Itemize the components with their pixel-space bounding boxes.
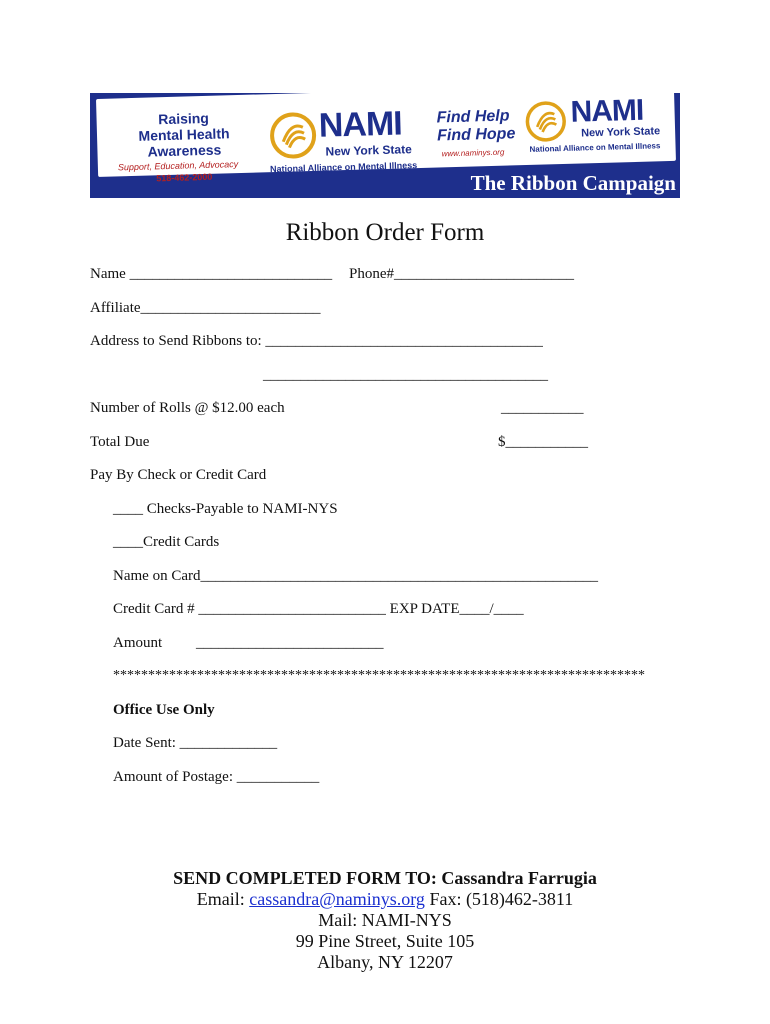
credit-cards-option[interactable]: ____Credit Cards: [113, 534, 220, 550]
email-label: Email:: [196, 889, 250, 909]
nami-ribbon-campaign-banner: [90, 93, 680, 198]
nami-logo-icon: [524, 100, 567, 143]
find-help-block: [436, 107, 515, 145]
send-to-line: SEND COMPLETED FORM TO: Cassandra Farrugia: [173, 868, 597, 888]
banner-website: www.naminys.org: [441, 147, 505, 159]
amount-field[interactable]: _________________________: [196, 635, 384, 651]
raising-line-2: Mental Health: [138, 125, 230, 144]
banner-tagline: Support, Education, Advocacy: [117, 159, 239, 173]
new-york-state-label-2: New York State: [580, 125, 661, 140]
office-use-heading: Office Use Only: [113, 702, 215, 718]
credit-card-field[interactable]: Credit Card # _________________________ EXP DATE____/____: [113, 601, 524, 617]
nami-full-name: National Alliance on Mental Illness: [269, 160, 418, 175]
address-field-line-2[interactable]: ______________________________________: [263, 367, 548, 383]
email-link[interactable]: cassandra@naminys.org: [249, 889, 425, 909]
raising-line-3: Awareness: [147, 141, 222, 160]
address-field[interactable]: Address to Send Ribbons to: _____________________________________: [90, 333, 543, 349]
nami-full-name-2: National Alliance on Mental Illness: [529, 141, 661, 154]
find-hope-text: Find Hope: [436, 125, 516, 145]
number-of-rolls-field[interactable]: ___________: [501, 400, 584, 416]
total-due-field[interactable]: $___________: [498, 434, 588, 450]
phone-field[interactable]: Phone#________________________: [349, 266, 574, 282]
separator-stars: ****************************************************************************: [113, 668, 645, 683]
email-fax-line: [0, 889, 770, 910]
affiliate-field[interactable]: Affiliate________________________: [90, 300, 321, 316]
banner-phone: 518-462-2000: [156, 171, 213, 184]
nami-wordmark: NAMI: [318, 104, 403, 145]
ribbon-campaign-title: The Ribbon Campaign: [470, 171, 676, 195]
amount-label: Amount: [113, 635, 163, 651]
raising-awareness-text: [118, 109, 249, 161]
fax-text: Fax: (518)462-3811: [424, 889, 574, 909]
form-title: Ribbon Order Form: [285, 219, 485, 246]
city-line: Albany, NY 12207: [317, 952, 453, 972]
street-line: 99 Pine Street, Suite 105: [295, 931, 475, 951]
checks-option[interactable]: ____ Checks-Payable to NAMI-NYS: [113, 501, 338, 517]
nami-logo-icon: [268, 111, 317, 160]
raising-line-1: Raising: [158, 109, 210, 128]
name-field[interactable]: Name ___________________________: [90, 266, 333, 282]
date-sent-field[interactable]: Date Sent: _____________: [113, 735, 278, 751]
new-york-state-label: New York State: [325, 142, 412, 159]
nami-wordmark-2: NAMI: [570, 93, 644, 129]
mail-line: Mail: NAMI-NYS: [318, 910, 452, 930]
pay-by-heading: Pay By Check or Credit Card: [90, 467, 267, 483]
postage-field[interactable]: Amount of Postage: ___________: [113, 769, 320, 785]
number-of-rolls-label: Number of Rolls @ $12.00 each: [90, 400, 285, 416]
find-help-text: Find Help: [436, 107, 510, 127]
total-due-label: Total Due: [90, 434, 150, 450]
name-on-card-field[interactable]: Name on Card_____________________________________________________: [113, 568, 598, 584]
